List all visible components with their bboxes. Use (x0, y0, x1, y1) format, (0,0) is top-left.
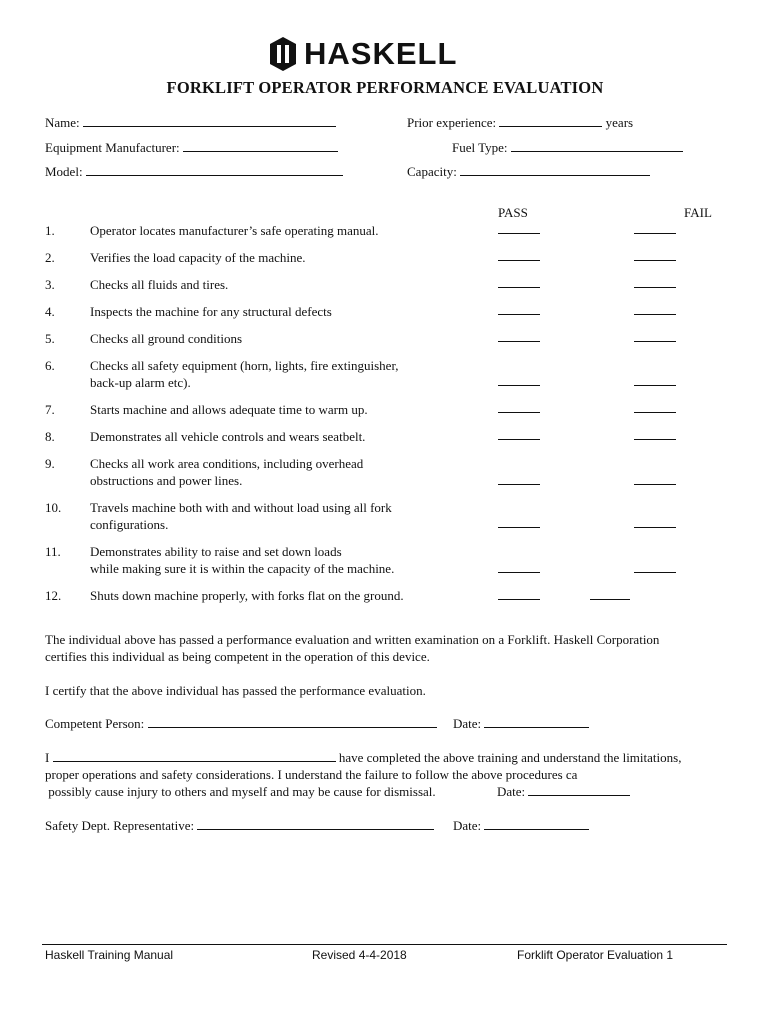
pass-line[interactable] (498, 287, 540, 288)
item-number: 5. (45, 331, 55, 346)
safety-rep-label: Safety Dept. Representative: (45, 818, 195, 833)
item-number: 6. (45, 358, 55, 373)
item-text-continued: back-up alarm etc). (90, 375, 191, 390)
item-text: Verifies the load capacity of the machine. (90, 250, 306, 265)
fail-line[interactable] (634, 341, 676, 342)
manufacturer-input-line[interactable] (183, 140, 338, 152)
prior-experience-label: Prior experience: (407, 115, 497, 130)
item-text: Checks all safety equipment (horn, lights, fire extinguisher, (90, 358, 399, 373)
acknowledgement-line-3: possibly cause injury to others and myself and may be cause for dismissal. (45, 784, 436, 799)
item-text: Starts machine and allows adequate time to warm up. (90, 402, 368, 417)
item-text: Operator locates manufacturer’s safe operating manual. (90, 223, 379, 238)
name-field-row (45, 115, 336, 131)
safety-rep-signature-line[interactable] (197, 818, 434, 830)
date-label: Date: (453, 818, 482, 833)
statement-line-1: The individual above has passed a performance evaluation and written examination on a Forklift. Haskell Corporation (45, 632, 660, 647)
competent-date-row (453, 715, 589, 732)
item-text: Shuts down machine properly, with forks flat on the ground. (90, 588, 404, 603)
fail-line[interactable] (634, 527, 676, 528)
model-field-row (45, 164, 343, 180)
item-number: 2. (45, 250, 55, 265)
pass-line[interactable] (498, 260, 540, 261)
footer-right: Forklift Operator Evaluation 1 (517, 948, 674, 962)
item-text: Checks all work area conditions, including overhead (90, 456, 364, 471)
footer-center: Revised 4-4-2018 (312, 948, 407, 962)
item-text-continued: obstructions and power lines. (90, 473, 243, 488)
pass-line[interactable] (498, 527, 540, 528)
pass-line[interactable] (498, 385, 540, 386)
item-number: 11. (45, 544, 61, 559)
fail-line[interactable] (634, 484, 676, 485)
competent-person-label: Competent Person: (45, 716, 145, 731)
pass-line[interactable] (498, 484, 540, 485)
acknowledgement-line-2: proper operations and safety considerations. I understand the failure to follow the above procedures ca (45, 767, 578, 782)
item-number: 8. (45, 429, 55, 444)
fail-line[interactable] (634, 412, 676, 413)
item-text: Demonstrates ability to raise and set down loads (90, 544, 342, 559)
model-input-line[interactable] (86, 164, 343, 176)
page-title: FORKLIFT OPERATOR PERFORMANCE EVALUATION (166, 78, 604, 97)
certify-statement: I certify that the above individual has passed the performance evaluation. (45, 683, 426, 698)
pass-line[interactable] (498, 314, 540, 315)
item-text: Travels machine both with and without load using all fork (90, 500, 392, 515)
trainee-date-line[interactable] (528, 784, 630, 796)
haskell-logo (268, 36, 457, 72)
date-label: Date: (497, 784, 526, 799)
statement-line-2: certifies this individual as being competent in the operation of this device. (45, 649, 430, 664)
safety-rep-row (45, 817, 434, 834)
fail-line[interactable] (634, 260, 676, 261)
pass-line[interactable] (498, 233, 540, 234)
name-input-line[interactable] (83, 115, 336, 127)
name-label: Name: (45, 115, 80, 130)
logo-text: HASKELL (304, 36, 458, 71)
item-number: 10. (45, 500, 62, 515)
capacity-input-line[interactable] (460, 164, 650, 176)
fail-line[interactable] (634, 385, 676, 386)
fuel-type-label: Fuel Type: (452, 140, 508, 155)
manufacturer-label: Equipment Manufacturer: (45, 140, 180, 155)
manufacturer-field-row (45, 140, 338, 156)
competent-person-signature-line[interactable] (148, 716, 437, 728)
fail-line[interactable] (634, 287, 676, 288)
item-text-continued: while making sure it is within the capacity of the machine. (90, 561, 395, 576)
capacity-row (407, 164, 650, 180)
safety-date-row (453, 817, 589, 834)
fail-line[interactable] (634, 439, 676, 440)
years-label: years (605, 115, 634, 130)
ack-line-1-suffix: have completed the above training and understand the limitations, (338, 750, 682, 765)
model-label: Model: (45, 164, 83, 179)
pass-line[interactable] (498, 439, 540, 440)
acknowledgement-line-1 (45, 749, 681, 766)
item-text: Checks all fluids and tires. (90, 277, 229, 292)
item-text-continued: configurations. (90, 517, 169, 532)
fail-line[interactable] (634, 572, 676, 573)
pass-line[interactable] (498, 599, 540, 600)
pass-line[interactable] (498, 412, 540, 413)
item-number: 7. (45, 402, 55, 417)
capacity-label: Capacity: (407, 164, 457, 179)
trainee-name-line[interactable] (53, 750, 336, 762)
fuel-type-row (452, 140, 683, 156)
haskell-logo-icon (268, 36, 298, 72)
pass-column-header: PASS (498, 205, 528, 220)
footer-left: Haskell Training Manual (45, 948, 174, 962)
item-text: Inspects the machine for any structural defects (90, 304, 332, 319)
item-number: 1. (45, 223, 55, 238)
item-number: 12. (45, 588, 62, 603)
pass-line[interactable] (498, 341, 540, 342)
item-number: 9. (45, 456, 55, 471)
item-number: 3. (45, 277, 55, 292)
item-text: Demonstrates all vehicle controls and wears seatbelt. (90, 429, 366, 444)
item-text: Checks all ground conditions (90, 331, 243, 346)
fail-line[interactable] (590, 599, 630, 600)
competent-person-row (45, 715, 437, 732)
prior-experience-input-line[interactable] (499, 115, 602, 127)
prior-experience-row (407, 115, 633, 131)
pass-line[interactable] (498, 572, 540, 573)
footer-divider (42, 944, 727, 945)
ack-prefix: I (45, 750, 50, 765)
fail-line[interactable] (634, 314, 676, 315)
fail-column-header: FAIL (684, 205, 712, 220)
competent-date-line[interactable] (484, 716, 589, 728)
trainee-date-row (497, 783, 630, 800)
safety-date-line[interactable] (484, 818, 589, 830)
item-number: 4. (45, 304, 55, 319)
fuel-type-input-line[interactable] (511, 140, 683, 152)
fail-line[interactable] (634, 233, 676, 234)
date-label: Date: (453, 716, 482, 731)
